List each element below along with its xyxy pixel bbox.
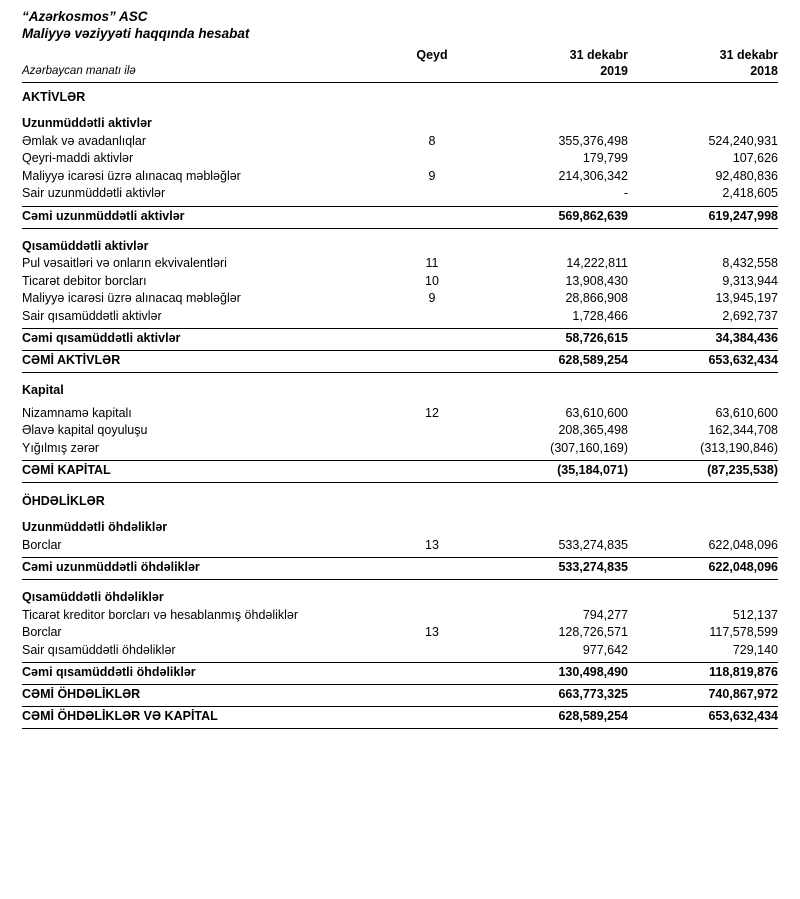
row-note: 9 <box>428 168 436 183</box>
total-row-noncurrent-liabilities <box>22 558 778 580</box>
total-row-noncurrent-assets <box>22 206 778 228</box>
row-value-2019: 794,277 <box>582 607 628 622</box>
table-subheader-row <box>22 64 778 83</box>
table-row <box>22 255 778 273</box>
total-row-current-liabilities <box>22 663 778 685</box>
currency-unit-label: Azərbaycan manatı ilə <box>22 64 386 83</box>
row-label: CƏMİ ÖHDƏLİKLƏR VƏ KAPİTAL <box>22 707 386 729</box>
column-header-year1: 2019 <box>478 64 628 83</box>
row-note <box>386 329 478 351</box>
row-note <box>386 607 478 625</box>
row-value-2018: 653,632,434 <box>628 351 778 373</box>
row-label: Borclar <box>22 537 386 558</box>
row-value-2018: 622,048,096 <box>628 537 778 558</box>
row-value-2019: 28,866,908 <box>565 291 628 305</box>
row-value-2019: 63,610,600 <box>565 405 628 420</box>
section-title-liabilities <box>22 492 778 510</box>
row-value-2018: 524,240,931 <box>708 133 778 148</box>
row-value-2019: (307,160,169) <box>478 440 628 461</box>
row-label: Cəmi qısamüddətli öhdəliklər <box>22 663 386 685</box>
group-title-noncurrent-liabilities-label: Uzunmüddətli öhdəliklər <box>22 520 168 534</box>
row-value-2018: 2,692,737 <box>628 308 778 329</box>
row-value-2018: 63,610,600 <box>715 405 778 420</box>
row-value-2019: 208,365,498 <box>558 423 628 437</box>
row-value-2018: 729,140 <box>628 642 778 663</box>
row-label: Qeyri-maddi aktivlər <box>22 151 134 165</box>
table-row <box>22 133 778 151</box>
group-title-noncurrent-assets <box>22 115 778 133</box>
table-row <box>22 624 778 642</box>
table-row <box>22 308 778 329</box>
section-title-liabilities-label: ÖHDƏLİKLƏR <box>22 494 105 508</box>
table-row <box>22 273 778 291</box>
subheader-blank <box>386 64 478 83</box>
statement-title: Maliyyə vəziyyəti haqqında hesabat <box>22 26 250 41</box>
row-value-2019: 128,726,571 <box>558 625 628 639</box>
row-note <box>386 685 478 707</box>
row-label: CƏMİ ÖHDƏLİKLƏR <box>22 685 386 707</box>
row-note: 9 <box>428 291 436 305</box>
group-title-equity-label: Kapital <box>22 383 64 397</box>
row-label: Maliyyə icarəsi üzrə alınacaq məbləğlər <box>22 168 241 183</box>
row-value-2018: 9,313,944 <box>722 273 778 288</box>
row-value-2018: (313,190,846) <box>628 440 778 461</box>
row-value-2018: 107,626 <box>732 151 778 165</box>
row-label: Cəmi qısamüddətli aktivlər <box>22 329 386 351</box>
row-value-2018: (87,235,538) <box>628 461 778 483</box>
row-note <box>386 351 478 373</box>
row-value-2018: 740,867,972 <box>628 685 778 707</box>
spacer <box>22 483 778 493</box>
table-row <box>22 290 778 308</box>
spacer <box>22 106 778 115</box>
row-value-2019: 628,589,254 <box>478 351 628 373</box>
row-value-2019: 663,773,325 <box>478 685 628 707</box>
row-note: 8 <box>428 133 436 148</box>
row-note: 13 <box>425 625 439 639</box>
spacer <box>22 373 778 383</box>
row-value-2018: 512,137 <box>732 607 778 622</box>
row-label: Cəmi uzunmüddətli aktivlər <box>22 206 386 228</box>
row-value-2019: 179,799 <box>582 151 628 165</box>
row-note <box>386 440 478 461</box>
row-value-2018: 118,819,876 <box>628 663 778 685</box>
row-label: Yığılmış zərər <box>22 440 386 461</box>
column-header-year1-date: 31 dekabr <box>569 48 628 62</box>
row-value-2018: 622,048,096 <box>628 558 778 580</box>
row-note <box>386 663 478 685</box>
row-note <box>386 308 478 329</box>
row-note <box>386 206 478 228</box>
row-label: Ticarət debitor borcları <box>22 273 147 288</box>
row-label: Əmlak və avadanlıqlar <box>22 133 147 148</box>
spacer <box>22 228 778 238</box>
row-value-2018: 34,384,436 <box>628 329 778 351</box>
table-row <box>22 642 778 663</box>
column-header-year2-date: 31 dekabr <box>719 48 778 62</box>
section-title-assets <box>22 88 778 106</box>
group-title-noncurrent-liabilities <box>22 519 778 537</box>
row-value-2019: 533,274,835 <box>478 537 628 558</box>
section-title-assets-label: AKTİVLƏR <box>22 90 86 104</box>
balance-sheet-table <box>22 48 778 729</box>
spacer <box>22 580 778 590</box>
row-value-2018: 2,418,605 <box>628 185 778 206</box>
row-label: Pul vəsaitləri və onların ekvivalentləri <box>22 256 227 270</box>
total-row-liabilities <box>22 685 778 707</box>
table-header-row <box>22 48 778 64</box>
row-value-2019: 569,862,639 <box>478 206 628 228</box>
row-value-2019: 1,728,466 <box>478 308 628 329</box>
table-row <box>22 422 778 440</box>
total-row-current-assets <box>22 329 778 351</box>
spacer <box>22 510 778 519</box>
row-note <box>386 707 478 729</box>
column-header-year2: 2018 <box>628 64 778 83</box>
table-row <box>22 440 778 461</box>
row-value-2018: 92,480,836 <box>715 168 778 183</box>
table-row <box>22 150 778 168</box>
group-title-equity <box>22 382 778 400</box>
row-label: CƏMİ KAPİTAL <box>22 461 386 483</box>
row-note <box>386 422 478 440</box>
group-title-current-assets-label: Qısamüddətli aktivlər <box>22 238 149 253</box>
group-title-current-liabilities <box>22 589 778 607</box>
row-note <box>386 150 478 168</box>
row-value-2018: 619,247,998 <box>628 206 778 228</box>
table-row <box>22 405 778 423</box>
row-label: CƏMİ AKTİVLƏR <box>22 351 386 373</box>
total-row-liabilities-and-equity <box>22 707 778 729</box>
row-value-2019: 13,908,430 <box>565 273 628 288</box>
row-label: Əlavə kapital qoyuluşu <box>22 423 148 437</box>
table-row <box>22 537 778 558</box>
column-header-note: Qeyd <box>416 48 448 62</box>
row-label: Nizamnamə kapitalı <box>22 405 132 420</box>
row-label: Sair qısamüddətli aktivlər <box>22 308 386 329</box>
total-row-assets <box>22 351 778 373</box>
table-row <box>22 168 778 186</box>
row-value-2019: 977,642 <box>478 642 628 663</box>
table-row <box>22 185 778 206</box>
row-value-2019: 533,274,835 <box>478 558 628 580</box>
row-label: Sair uzunmüddətli aktivlər <box>22 185 386 206</box>
row-label: Borclar <box>22 625 62 639</box>
company-name: “Azərkosmos” ASC <box>22 9 148 24</box>
row-note: 13 <box>386 537 478 558</box>
row-value-2019: (35,184,071) <box>478 461 628 483</box>
row-value-2019: 58,726,615 <box>478 329 628 351</box>
group-title-noncurrent-assets-label: Uzunmüddətli aktivlər <box>22 116 152 130</box>
row-label: Maliyyə icarəsi üzrə alınacaq məbləğlər <box>22 291 241 305</box>
row-note <box>386 642 478 663</box>
row-note: 11 <box>425 256 439 270</box>
row-label: Sair qısamüddətli öhdəliklər <box>22 642 386 663</box>
row-note <box>386 461 478 483</box>
row-label: Cəmi uzunmüddətli öhdəliklər <box>22 558 386 580</box>
row-value-2018: 8,432,558 <box>722 256 778 270</box>
row-value-2019: - <box>478 185 628 206</box>
row-value-2019: 130,498,490 <box>478 663 628 685</box>
row-value-2019: 355,376,498 <box>558 133 628 148</box>
group-title-current-assets <box>22 238 778 256</box>
header-blank <box>22 48 386 64</box>
row-note: 10 <box>425 273 439 288</box>
row-value-2018: 162,344,708 <box>708 423 778 437</box>
row-value-2018: 13,945,197 <box>715 291 778 305</box>
row-note <box>386 185 478 206</box>
table-row <box>22 607 778 625</box>
total-row-equity <box>22 461 778 483</box>
row-value-2019: 14,222,811 <box>566 256 628 270</box>
row-note: 12 <box>425 405 439 420</box>
group-title-current-liabilities-label: Qısamüddətli öhdəliklər <box>22 590 164 604</box>
row-value-2019: 628,589,254 <box>478 707 628 729</box>
row-value-2018: 653,632,434 <box>628 707 778 729</box>
row-note <box>386 558 478 580</box>
row-value-2018: 117,578,599 <box>709 625 778 639</box>
row-value-2019: 214,306,342 <box>558 168 628 183</box>
row-label: Ticarət kreditor borcları və hesablanmış öhdəliklər <box>22 607 299 622</box>
document-header <box>22 8 778 42</box>
